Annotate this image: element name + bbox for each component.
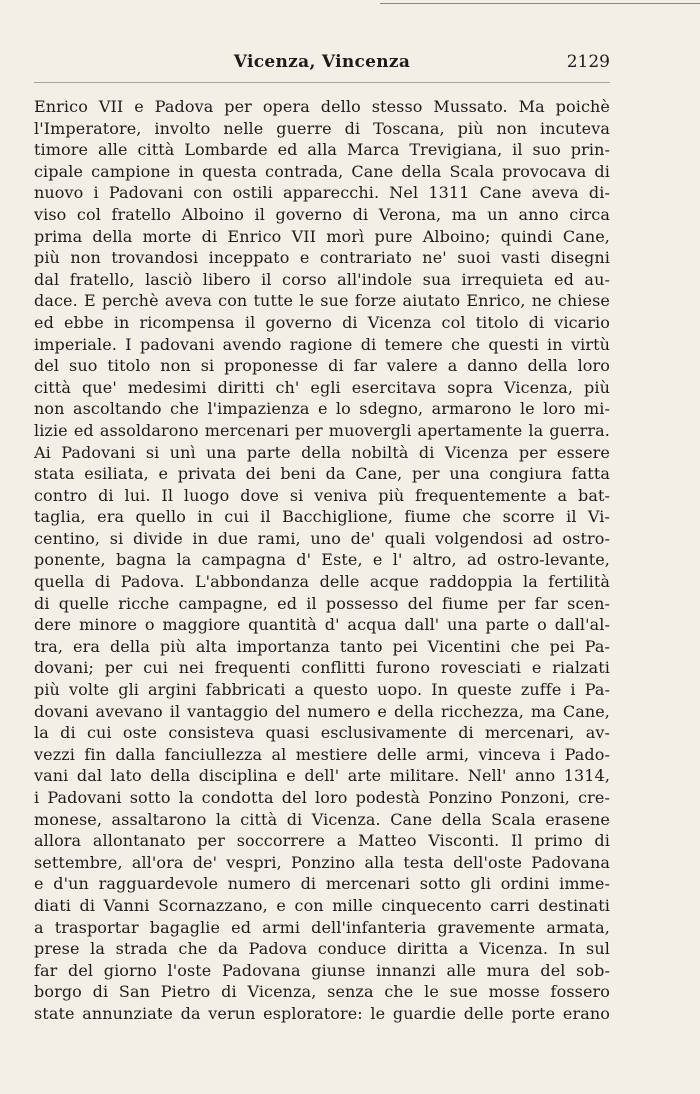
text-line: stata esiliata, e privata dei beni da Cane, per una congiura fatta xyxy=(34,464,610,484)
text-line: più non trovandosi inceppato e contrariato ne' suoi vasti disegni xyxy=(34,248,610,268)
text-line: ponente, bagna la campagna d' Este, e l' altro, ad ostro-levante, xyxy=(34,550,610,570)
text-line: centino, si divide in due rami, uno de' quali volgendosi ad ostro- xyxy=(34,528,610,548)
text-line: di quelle ricche campagne, ed il possesso del fiume per far scen- xyxy=(34,593,610,613)
text-line: monese, assaltarono la città di Vicenza. Cane della Scala erasene xyxy=(34,809,610,829)
header-rule xyxy=(34,82,610,83)
text-line: state annunziate da verun esploratore: le guardie delle porte erano xyxy=(34,1003,610,1023)
text-line: a trasportar bagaglie ed armi dell'infanteria gravemente armata, xyxy=(34,917,610,937)
text-line: diati di Vanni Scornazzano, e con mille cinquecento carri destinati xyxy=(34,895,610,915)
text-line: l'Imperatore, involto nelle guerre di Toscana, più non incuteva xyxy=(34,118,610,138)
text-line: cipale campione in questa contrada, Cane della Scala provocava di xyxy=(34,161,610,181)
text-line: più volte gli argini fabbricati a questo uopo. In queste zuffe i Pa- xyxy=(34,680,610,700)
page-number: 2129 xyxy=(566,52,610,72)
text-line: dal fratello, lasciò libero il corso all'indole sua irrequieta ed au- xyxy=(34,269,610,289)
text-line: borgo di San Pietro di Vicenza, senza che le sue mosse fossero xyxy=(34,982,610,1002)
page-header xyxy=(34,52,610,80)
text-line: dovani avevano il vantaggio del numero e della ricchezza, ma Cane, xyxy=(34,701,610,721)
text-line: taglia, era quello in cui il Bacchiglione, fiume che scorre il Vi- xyxy=(34,507,610,527)
text-line: vezzi fin dalla fanciullezza al mestiere delle armi, vinceva i Pado- xyxy=(34,744,610,764)
text-line: imperiale. I padovani avendo ragione di temere che questi in virtù xyxy=(34,334,610,354)
text-line: la di cui oste consisteva quasi esclusivamente di mercenari, av- xyxy=(34,723,610,743)
text-line: prese la strada che da Padova conduce diritta a Vicenza. In sul xyxy=(34,939,610,959)
text-line: e d'un ragguardevole numero di mercenari sotto gli ordini imme- xyxy=(34,874,610,894)
text-line: settembre, all'ora de' vespri, Ponzino alla testa dell'oste Padovana xyxy=(34,852,610,872)
text-line: timore alle città Lombarde ed alla Marca Trevigiana, il suo prin- xyxy=(34,140,610,160)
text-line: far del giorno l'oste Padovana giunse innanzi alle mura del sob- xyxy=(34,960,610,980)
text-line: vani dal lato della disciplina e dell' arte militare. Nell' anno 1314, xyxy=(34,766,610,786)
body-text xyxy=(34,96,610,1025)
text-line: ed ebbe in ricompensa il governo di Vicenza col titolo di vicario xyxy=(34,312,610,332)
text-line: non ascoltando che l'impazienza e lo sdegno, armarono le loro mi- xyxy=(34,399,610,419)
text-line: contro di lui. Il luogo dove si veniva più frequentemente a bat- xyxy=(34,485,610,505)
text-line: nuovo i Padovani con ostili apparecchi. Nel 1311 Cane aveva di- xyxy=(34,183,610,203)
top-edge-rule xyxy=(380,3,700,4)
text-line: tra, era della più alta importanza tanto pei Vicentini che pei Pa- xyxy=(34,636,610,656)
text-line: Ai Padovani si unì una parte della nobiltà di Vicenza per essere xyxy=(34,442,610,462)
text-line: quella di Padova. L'abbondanza delle acque raddoppia la fertilità xyxy=(34,572,610,592)
text-line: i Padovani sotto la condotta del loro podestà Ponzino Ponzoni, cre- xyxy=(34,788,610,807)
running-head: Vicenza, Vincenza xyxy=(233,52,411,72)
text-line: città que' medesimi diritti ch' egli esercitava sopra Vicenza, più xyxy=(34,377,610,397)
text-line: dace. E perchè aveva con tutte le sue forze aiutato Enrico, ne chiese xyxy=(34,291,610,311)
text-line: prima della morte di Enrico VII morì pure Alboino; quindi Cane, xyxy=(34,226,610,246)
text-line: viso col fratello Alboino il governo di Verona, ma un anno circa xyxy=(34,204,610,224)
text-line: Enrico VII e Padova per opera dello stesso Mussato. Ma poichè xyxy=(34,97,610,116)
text-line: del suo titolo non si proponesse di far valere a danno della loro xyxy=(34,356,610,376)
text-line: dere minore o maggiore quantità d' acqua dall' una parte o dall'al- xyxy=(34,615,610,635)
text-line: dovani; per cui nei frequenti conflitti furono rovesciati e rialzati xyxy=(34,658,610,678)
text-line: allora allontanato per soccorrere a Matteo Visconti. Il primo di xyxy=(34,831,610,851)
text-line: lizie ed assoldarono mercenari per muovergli apertamente la guerra. xyxy=(34,420,610,440)
